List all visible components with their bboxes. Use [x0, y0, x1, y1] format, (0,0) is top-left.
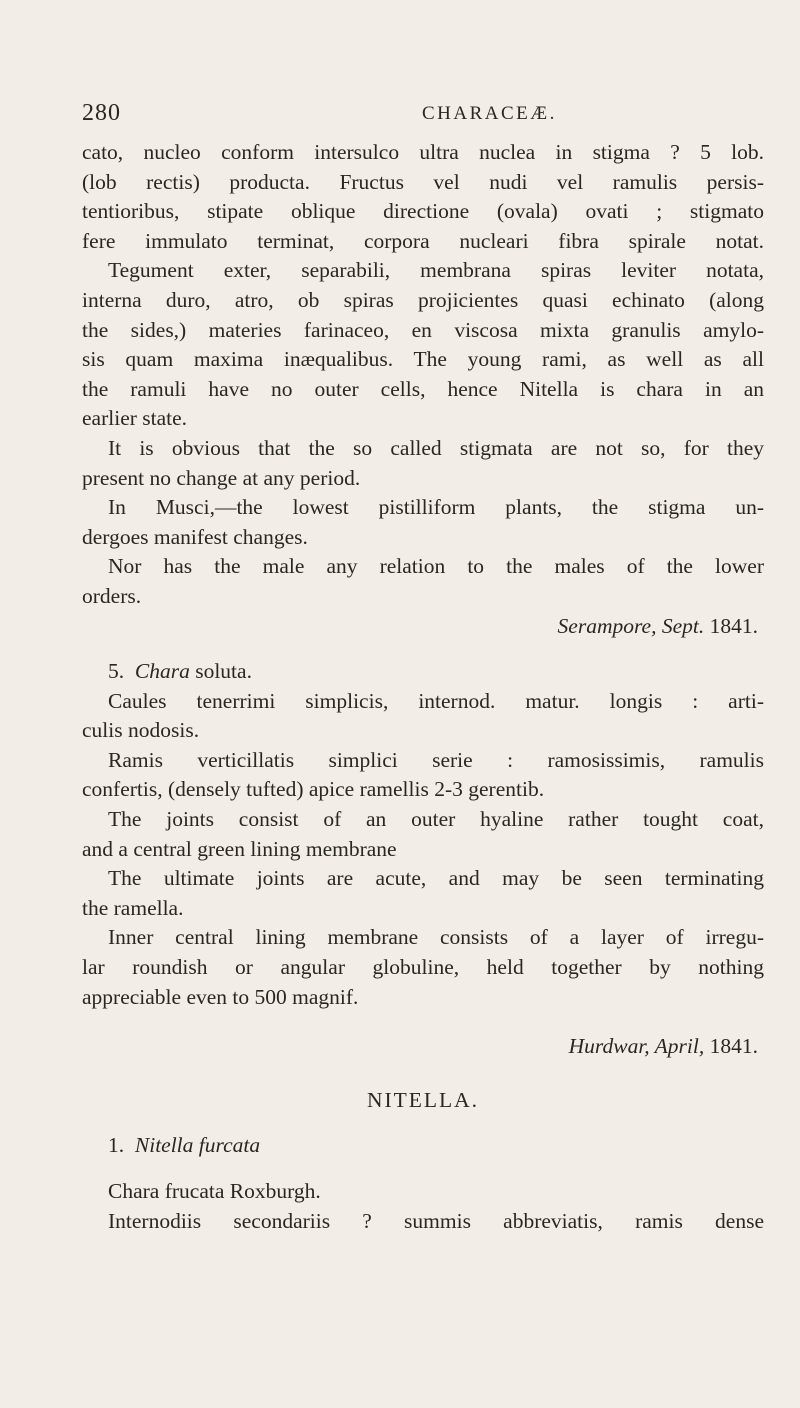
text-line: culis nodosis. [82, 718, 200, 743]
text-line: earlier state. [82, 406, 188, 431]
species-entry-nitella-furcata [82, 1131, 764, 1161]
text-line: and a central green lining membrane [82, 836, 397, 861]
text-line: Chara frucata Roxburgh. [108, 1179, 321, 1203]
text-line: the ramella. [82, 895, 184, 920]
text-line: Internodiis secondariis ? summis abbreviatis, ramis dense [108, 1208, 764, 1233]
text-line: the sides,) materies farinaceo, en viscosa mixta granulis amylo- [82, 317, 764, 342]
spacer [82, 1161, 764, 1177]
text-line: dergoes manifest changes. [82, 524, 308, 549]
text-line: sis quam maxima inæqualibus. The young rami, as well as all [82, 347, 764, 372]
text-line: Ramis verticillatis simplici serie : ramosissimis, ramulis [108, 747, 764, 772]
entry-number: 5. [108, 659, 125, 684]
page-header [82, 100, 762, 134]
entry-number: 1. [108, 1133, 125, 1158]
text-line: In Musci,—the lowest pistilliform plants, the stigma un- [108, 495, 764, 520]
text-line: interna duro, atro, ob spiras projicientes quasi echinato (along [82, 287, 764, 312]
text-line: Nor has the male any relation to the males of the lower [108, 554, 764, 579]
text-line: It is obvious that the so called stigmata are not so, for they [108, 435, 764, 460]
running-head: CHARACEÆ. [422, 103, 557, 124]
spacer [82, 1115, 764, 1131]
text-line: tentioribus, stipate oblique directione (ovala) ovati ; stigmato [82, 199, 764, 224]
text-line: Caules tenerrimi simplicis, internod. matur. longis : arti- [108, 688, 764, 713]
text-line: lar roundish or angular globuline, held together by nothing [82, 955, 764, 980]
page-number: 280 [82, 100, 121, 126]
signature-year: 1841. [709, 1034, 758, 1059]
species-name: soluta. [195, 659, 252, 684]
signature-place: Serampore, Sept. [557, 613, 705, 638]
text-line: confertis, (densely tufted) apice ramellis 2-3 gerentib. [82, 777, 545, 802]
species-name: Nitella furcata [134, 1133, 261, 1158]
text-line: appreciable even to 500 magnif. [82, 984, 359, 1009]
text-line: Tegument exter, separabili, membrana spiras leviter notata, [108, 258, 764, 283]
text-line: (lob rectis) producta. Fructus vel nudi vel ramulis persis- [82, 169, 764, 194]
species-entry-chara-soluta [82, 657, 764, 687]
section-heading: NITELLA. [366, 1087, 480, 1112]
text-line: The ultimate joints are acute, and may be seen terminating [108, 866, 764, 891]
page-body [82, 138, 764, 1236]
text-line: fere immulato terminat, corpora nucleari fibra spirale notat. [82, 228, 764, 253]
spacer [82, 641, 764, 657]
text-line: cato, nucleo conform intersulco ultra nuclea in stigma ? 5 lob. [82, 140, 764, 164]
text-line: present no change at any period. [82, 465, 361, 490]
text-line: the ramuli have no outer cells, hence Nitella is chara in an [82, 376, 764, 401]
signature-place: Hurdwar, April, [568, 1034, 705, 1059]
signature-year: 1841. [709, 613, 758, 638]
signature-hurdwar [82, 1032, 764, 1062]
text-line: The joints consist of an outer hyaline rather tought coat, [108, 807, 764, 832]
signature-serampore [82, 612, 764, 642]
genus-name: Chara [134, 659, 190, 684]
spacer [82, 1012, 764, 1032]
text-line: Inner central lining membrane consists of a layer of irregu- [108, 925, 764, 950]
text-line: orders. [82, 583, 142, 608]
